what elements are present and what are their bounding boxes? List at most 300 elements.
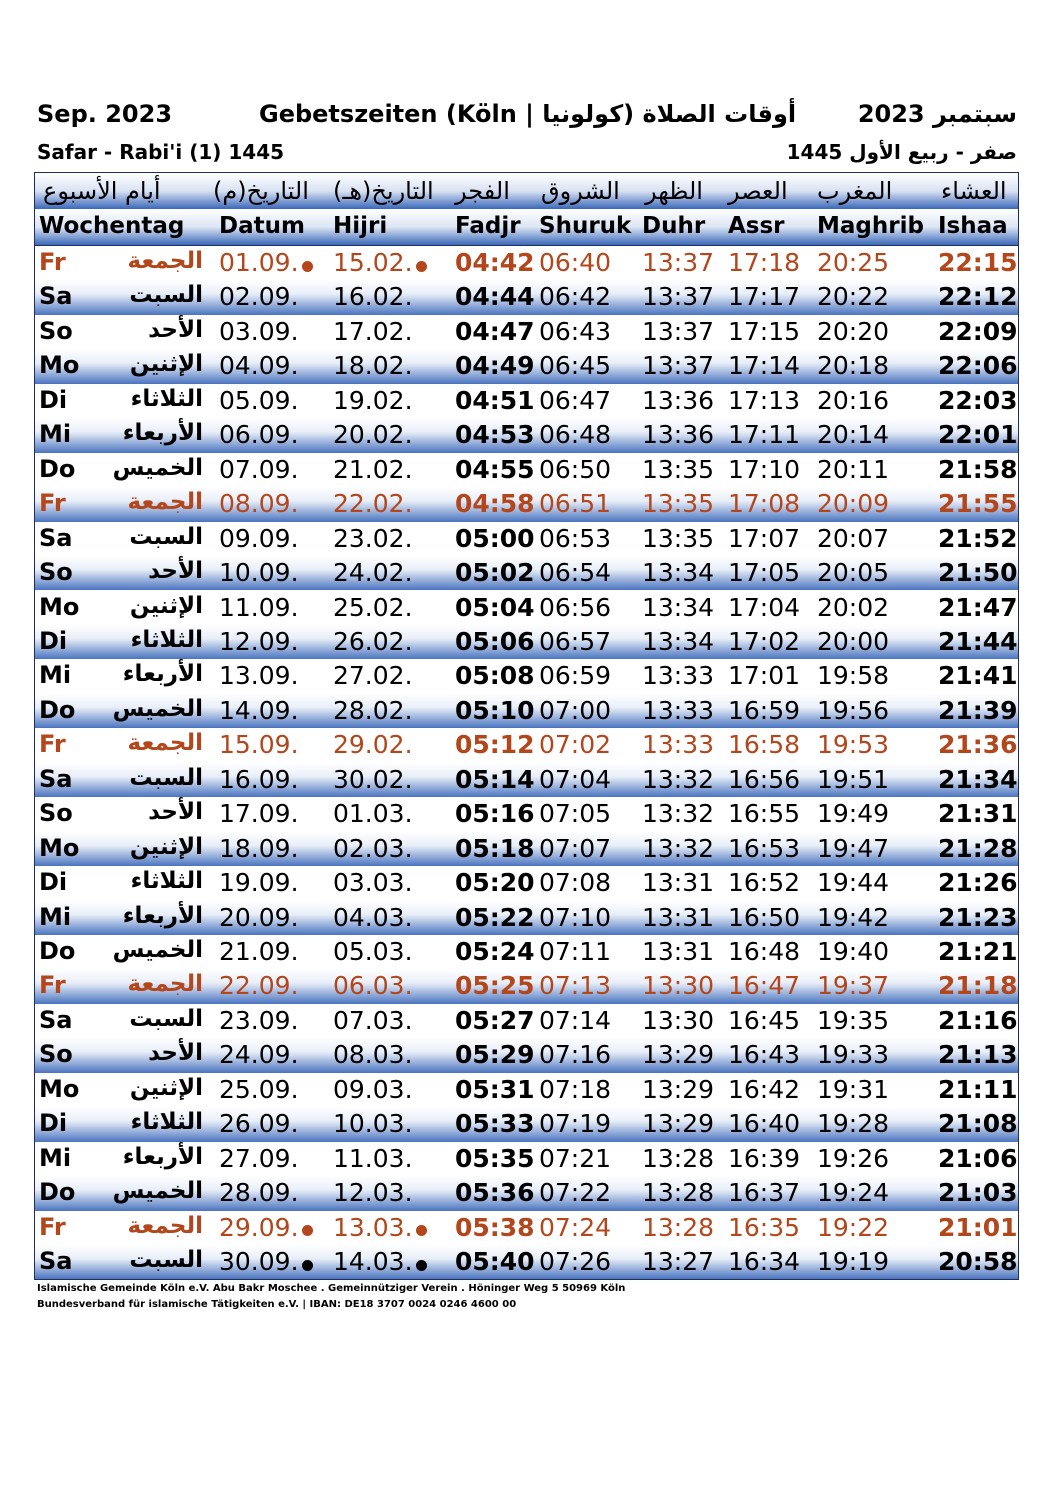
duhr-cell	[642, 834, 714, 863]
shuruk-cell-text: 07:14	[539, 1005, 612, 1035]
assr-cell	[728, 627, 800, 656]
duhr-cell	[642, 524, 714, 553]
assr-cell-text: 16:37	[728, 1178, 801, 1208]
month-label-de: Sep. 2023	[37, 100, 173, 128]
fajr-cell	[455, 971, 535, 1000]
shuruk-cell-text: 07:18	[539, 1074, 612, 1104]
shuruk-cell-text: 07:08	[539, 868, 612, 898]
hijri-cell	[333, 455, 413, 484]
weekday-ar-cell	[111, 558, 203, 584]
hijri-cell-text: 10.03.	[333, 1109, 413, 1139]
hijri-cell	[333, 1144, 413, 1173]
maghrib-cell	[817, 834, 889, 863]
duhr-cell	[642, 317, 714, 346]
col-header-ar-assr: العصر	[728, 177, 788, 205]
shuruk-cell	[539, 765, 611, 794]
weekday-cell	[39, 696, 75, 724]
table-row	[35, 935, 1018, 969]
weekday-cell-text: Fr	[39, 248, 66, 276]
maghrib-cell	[817, 282, 889, 311]
maghrib-cell-text: 20:00	[817, 626, 890, 656]
assr-cell	[728, 1075, 800, 1104]
weekday-ar-cell-text: السبت	[129, 764, 203, 791]
maghrib-cell	[817, 1006, 889, 1035]
shuruk-cell-text: 07:11	[539, 937, 612, 966]
maghrib-cell-text: 20:02	[817, 592, 890, 622]
ishaa-cell	[938, 593, 1018, 622]
ishaa-cell-text: 21:55	[938, 489, 1018, 519]
weekday-cell	[39, 834, 79, 862]
table-row	[35, 556, 1018, 590]
date-cell	[219, 903, 299, 932]
duhr-cell-text: 13:32	[642, 799, 715, 829]
maghrib-cell-text: 19:28	[817, 1109, 890, 1139]
ishaa-cell	[938, 282, 1018, 311]
ishaa-cell-text: 21:13	[938, 1040, 1018, 1070]
date-cell-text: 10.09.	[219, 558, 299, 588]
duhr-cell-text: 13:34	[642, 558, 715, 588]
assr-cell-text: 17:15	[728, 316, 801, 346]
maghrib-cell-text: 19:53	[817, 730, 890, 760]
hijri-label-de: Safar - Rabi'i (1) 1445	[37, 140, 285, 164]
hijri-cell	[333, 317, 413, 346]
weekday-ar-cell	[111, 1075, 203, 1101]
duhr-cell	[642, 1040, 714, 1069]
maghrib-cell-text: 19:37	[817, 971, 890, 1001]
fajr-cell-text: 05:31	[455, 1074, 535, 1104]
fajr-cell	[455, 455, 535, 484]
weekday-cell	[39, 868, 67, 896]
fajr-cell-text: 05:10	[455, 695, 535, 725]
shuruk-cell-text: 07:02	[539, 730, 612, 760]
maghrib-cell-text: 19:35	[817, 1005, 890, 1035]
hijri-cell	[333, 248, 427, 277]
shuruk-cell-text: 06:50	[539, 454, 612, 484]
weekday-cell-text: Do	[39, 937, 76, 965]
maghrib-cell-text: 19:22	[817, 1212, 890, 1242]
weekday-ar-cell-text: السبت	[129, 523, 203, 550]
assr-cell-text: 16:58	[728, 730, 801, 760]
col-header-maghrib: Maghrib	[817, 213, 924, 239]
maghrib-cell-text: 20:11	[817, 454, 890, 484]
hijri-cell	[333, 937, 413, 966]
duhr-cell	[642, 799, 714, 828]
table-row	[35, 763, 1018, 797]
date-cell	[219, 971, 299, 1000]
shuruk-cell-text: 06:40	[539, 248, 612, 277]
date-cell	[219, 1213, 313, 1242]
date-cell	[219, 524, 299, 553]
shuruk-cell	[539, 1144, 611, 1173]
ishaa-cell	[938, 1178, 1018, 1207]
shuruk-cell-text: 07:10	[539, 902, 612, 932]
date-cell	[219, 627, 299, 656]
hijri-cell	[333, 558, 413, 587]
table-row	[35, 315, 1018, 349]
weekday-ar-cell-text: الأربعاء	[122, 902, 203, 929]
duhr-cell	[642, 868, 714, 897]
maghrib-cell	[817, 524, 889, 553]
weekday-ar-cell-text: الإثنين	[129, 351, 203, 378]
hijri-cell	[333, 524, 413, 553]
table-row	[35, 453, 1018, 487]
weekday-cell-text: Mi	[39, 902, 72, 931]
assr-cell-text: 16:42	[728, 1074, 801, 1104]
assr-cell-text: 16:55	[728, 799, 801, 829]
shuruk-cell	[539, 1178, 611, 1207]
date-cell	[219, 282, 299, 311]
date-cell	[219, 558, 299, 587]
weekday-ar-cell	[111, 1040, 203, 1066]
maghrib-cell-text: 19:44	[817, 868, 890, 898]
hijri-cell-text: 20.02.	[333, 420, 413, 450]
maghrib-cell	[817, 627, 889, 656]
shuruk-cell-text: 06:51	[539, 489, 612, 519]
date-cell-text: 26.09.	[219, 1109, 299, 1139]
shuruk-cell-text: 06:59	[539, 661, 612, 691]
weekday-cell	[39, 1006, 72, 1034]
assr-cell-text: 16:56	[728, 764, 801, 794]
fajr-cell	[455, 937, 535, 966]
hijri-cell-text: 03.03.	[333, 868, 413, 898]
shuruk-cell-text: 07:13	[539, 971, 612, 1001]
shuruk-cell	[539, 248, 611, 277]
weekday-ar-cell	[111, 765, 203, 791]
duhr-cell-text: 13:34	[642, 626, 715, 656]
ishaa-cell-text: 21:16	[938, 1005, 1018, 1035]
table-row	[35, 1245, 1018, 1279]
fajr-cell-text: 05:08	[455, 661, 535, 691]
weekday-cell	[39, 765, 72, 793]
fajr-cell	[455, 1178, 535, 1207]
weekday-ar-cell	[111, 696, 203, 722]
fajr-cell-text: 05:36	[455, 1178, 535, 1208]
maghrib-cell-text: 19:56	[817, 695, 890, 725]
fajr-cell-text: 05:00	[455, 523, 535, 553]
shuruk-cell-text: 07:19	[539, 1109, 612, 1139]
duhr-cell-text: 13:36	[642, 385, 715, 415]
shuruk-cell	[539, 386, 611, 415]
fajr-cell-text: 05:14	[455, 764, 535, 794]
date-cell-text: 17.09.	[219, 799, 299, 829]
shuruk-cell	[539, 489, 611, 518]
weekday-cell-text: Di	[39, 385, 68, 414]
date-cell	[219, 317, 299, 346]
shuruk-cell	[539, 317, 611, 346]
weekday-ar-cell	[111, 1178, 203, 1204]
fajr-cell	[455, 1247, 535, 1276]
duhr-cell-text: 13:28	[642, 1178, 715, 1208]
hijri-cell	[333, 1040, 413, 1069]
table-row	[35, 591, 1018, 625]
shuruk-cell	[539, 282, 611, 311]
hijri-cell-text: 05.03.	[333, 937, 413, 966]
weekday-ar-cell-text: الجمعة	[127, 730, 203, 757]
weekday-cell	[39, 971, 66, 999]
ishaa-cell	[938, 420, 1018, 449]
date-cell-text: 22.09.	[219, 971, 299, 1001]
duhr-cell-text: 13:29	[642, 1074, 715, 1104]
duhr-cell-text: 13:37	[642, 316, 715, 346]
ishaa-cell-text: 20:58	[938, 1247, 1018, 1277]
maghrib-cell	[817, 1040, 889, 1069]
fajr-cell	[455, 524, 535, 553]
table-row	[35, 349, 1018, 383]
date-cell-text: 05.09.	[219, 385, 299, 415]
date-cell-text: 25.09.	[219, 1074, 299, 1104]
hijri-cell-text: 17.02.	[333, 316, 413, 346]
shuruk-cell-text: 07:22	[539, 1178, 612, 1208]
weekday-ar-cell	[111, 834, 203, 860]
weekday-cell	[39, 558, 73, 586]
fajr-cell-text: 05:38	[455, 1212, 535, 1242]
fajr-cell	[455, 317, 535, 346]
weekday-ar-cell-text: السبت	[129, 282, 203, 309]
fajr-cell-text: 04:47	[455, 316, 535, 346]
ishaa-cell	[938, 248, 1018, 277]
assr-cell	[728, 420, 800, 449]
assr-cell	[728, 282, 800, 311]
fajr-cell	[455, 593, 535, 622]
title-row	[37, 100, 1017, 134]
col-header-weekday: Wochentag	[39, 213, 185, 239]
weekday-cell	[39, 1213, 66, 1241]
hijri-cell	[333, 730, 413, 759]
shuruk-cell-text: 07:24	[539, 1212, 612, 1242]
ishaa-cell	[938, 1144, 1018, 1173]
ishaa-cell-text: 21:18	[938, 971, 1018, 1001]
weekday-ar-cell-text: الأربعاء	[122, 420, 203, 447]
maghrib-cell	[817, 1075, 889, 1104]
fajr-cell-text: 05:16	[455, 799, 535, 829]
maghrib-cell	[817, 696, 889, 725]
hijri-cell-text: 06.03.	[333, 971, 413, 1001]
shuruk-cell	[539, 455, 611, 484]
assr-cell-text: 17:05	[728, 558, 801, 588]
weekday-ar-cell	[111, 455, 203, 481]
hijri-cell-text: 18.02.	[333, 351, 413, 381]
weekday-ar-cell	[111, 317, 203, 343]
table-row	[35, 694, 1018, 728]
duhr-cell-text: 13:33	[642, 730, 715, 760]
ishaa-cell-text: 21:23	[938, 902, 1018, 932]
weekday-cell-text: Sa	[39, 1005, 73, 1034]
maghrib-cell	[817, 386, 889, 415]
assr-cell	[728, 903, 800, 932]
duhr-cell	[642, 1213, 714, 1242]
fajr-cell	[455, 558, 535, 587]
table-row	[35, 280, 1018, 314]
fajr-cell	[455, 834, 535, 863]
maghrib-cell	[817, 971, 889, 1000]
duhr-cell-text: 13:31	[642, 937, 715, 966]
fajr-cell	[455, 730, 535, 759]
ishaa-cell	[938, 696, 1018, 725]
weekday-ar-cell	[111, 282, 203, 308]
date-cell-text: 09.09.	[219, 523, 299, 553]
date-cell	[219, 661, 299, 690]
weekday-cell-text: Mi	[39, 661, 72, 690]
weekday-cell	[39, 627, 67, 655]
shuruk-cell	[539, 1075, 611, 1104]
date-cell-text: 18.09.	[219, 833, 299, 863]
duhr-cell-text: 13:35	[642, 454, 715, 484]
weekday-cell	[39, 386, 67, 414]
shuruk-cell-text: 07:21	[539, 1143, 612, 1173]
assr-cell	[728, 868, 800, 897]
maghrib-cell-text: 20:22	[817, 282, 890, 312]
assr-cell-text: 17:04	[728, 592, 801, 622]
weekday-cell-text: Do	[39, 1178, 76, 1207]
assr-cell	[728, 971, 800, 1000]
date-cell	[219, 937, 299, 966]
hijri-cell-text: 02.03.	[333, 833, 413, 863]
duhr-cell	[642, 765, 714, 794]
weekday-ar-cell	[111, 248, 203, 274]
shuruk-cell-text: 07:00	[539, 695, 612, 725]
ishaa-cell	[938, 386, 1018, 415]
duhr-cell	[642, 351, 714, 380]
maghrib-cell-text: 19:51	[817, 764, 890, 794]
duhr-cell-text: 13:28	[642, 1212, 715, 1242]
ishaa-cell-text: 21:52	[938, 523, 1018, 553]
maghrib-cell-text: 20:16	[817, 385, 890, 415]
date-cell	[219, 248, 313, 277]
shuruk-cell-text: 06:45	[539, 351, 612, 381]
ishaa-cell	[938, 730, 1018, 759]
duhr-cell-text: 13:37	[642, 282, 715, 312]
fajr-cell-text: 05:20	[455, 868, 535, 898]
assr-cell	[728, 524, 800, 553]
hijri-cell	[333, 1247, 427, 1276]
col-header-ar-duhr: الظهر	[645, 177, 703, 205]
fajr-cell	[455, 1144, 535, 1173]
weekday-ar-cell	[111, 1213, 203, 1239]
shuruk-cell	[539, 1213, 611, 1242]
assr-cell-text: 17:08	[728, 489, 801, 519]
maghrib-cell-text: 20:09	[817, 489, 890, 519]
weekday-ar-cell-text: السبت	[129, 1247, 203, 1274]
maghrib-cell	[817, 455, 889, 484]
ishaa-cell-text: 21:06	[938, 1143, 1018, 1173]
hijri-cell-text: 15.02.	[333, 248, 413, 277]
hijri-cell-text: 16.02.	[333, 282, 413, 312]
fajr-cell-text: 05:04	[455, 592, 535, 622]
hijri-cell-text: 12.03.	[333, 1178, 413, 1208]
shuruk-cell-text: 06:53	[539, 523, 612, 553]
assr-cell	[728, 730, 800, 759]
hijri-cell-text: 28.02.	[333, 695, 413, 725]
maghrib-cell-text: 19:58	[817, 661, 890, 691]
table-row	[35, 418, 1018, 452]
weekday-ar-cell-text: الأحد	[148, 799, 203, 826]
duhr-cell	[642, 1006, 714, 1035]
col-header-assr: Assr	[728, 213, 785, 239]
shuruk-cell	[539, 937, 611, 966]
shuruk-cell	[539, 1040, 611, 1069]
duhr-cell	[642, 489, 714, 518]
weekday-ar-cell	[111, 661, 203, 687]
hijri-cell	[333, 420, 413, 449]
shuruk-cell-text: 07:05	[539, 799, 612, 829]
weekday-ar-cell	[111, 420, 203, 446]
ishaa-cell-text: 21:58	[938, 454, 1018, 484]
weekday-cell	[39, 489, 66, 517]
marker-dot-icon	[302, 1260, 313, 1271]
hijri-cell-text: 23.02.	[333, 523, 413, 553]
maghrib-cell	[817, 489, 889, 518]
weekday-ar-cell-text: الإثنين	[129, 833, 203, 860]
table-row	[35, 522, 1018, 556]
fajr-cell	[455, 420, 535, 449]
fajr-cell-text: 05:06	[455, 626, 535, 656]
fajr-cell-text: 04:55	[455, 454, 535, 484]
hijri-cell-text: 08.03.	[333, 1040, 413, 1070]
date-cell-text: 30.09.	[219, 1247, 299, 1277]
date-cell-text: 20.09.	[219, 902, 299, 932]
weekday-ar-cell	[111, 1144, 203, 1170]
hijri-cell	[333, 627, 413, 656]
duhr-cell	[642, 1178, 714, 1207]
date-cell-text: 03.09.	[219, 316, 299, 346]
weekday-ar-cell	[111, 868, 203, 894]
hijri-cell-text: 25.02.	[333, 592, 413, 622]
fajr-cell	[455, 1109, 535, 1138]
fajr-cell	[455, 1213, 535, 1242]
weekday-ar-cell	[111, 937, 203, 963]
duhr-cell	[642, 282, 714, 311]
weekday-cell-text: Mo	[39, 351, 80, 380]
fajr-cell-text: 04:58	[455, 489, 535, 519]
shuruk-cell	[539, 593, 611, 622]
maghrib-cell-text: 19:47	[817, 833, 890, 863]
assr-cell	[728, 834, 800, 863]
assr-cell	[728, 661, 800, 690]
fajr-cell	[455, 765, 535, 794]
shuruk-cell	[539, 903, 611, 932]
weekday-ar-cell	[111, 351, 203, 377]
ishaa-cell-text: 21:21	[938, 937, 1018, 966]
hijri-cell-text: 13.03.	[333, 1212, 413, 1242]
header-row-german	[35, 209, 1018, 246]
col-header-ar-ishaa: العشاء	[941, 177, 1007, 205]
weekday-ar-cell	[111, 524, 203, 550]
fajr-cell	[455, 1075, 535, 1104]
col-header-duhr: Duhr	[642, 213, 706, 239]
table-row	[35, 969, 1018, 1003]
duhr-cell	[642, 386, 714, 415]
assr-cell-text: 16:53	[728, 833, 801, 863]
col-header-ar-date: التاريخ(م)	[213, 177, 309, 205]
maghrib-cell-text: 20:18	[817, 351, 890, 381]
table-row	[35, 832, 1018, 866]
fajr-cell-text: 05:27	[455, 1005, 535, 1035]
hijri-cell	[333, 1006, 413, 1035]
table-row	[35, 1038, 1018, 1072]
hijri-cell	[333, 696, 413, 725]
table-row	[35, 625, 1018, 659]
assr-cell	[728, 317, 800, 346]
date-cell	[219, 1247, 313, 1276]
date-cell	[219, 1075, 299, 1104]
assr-cell	[728, 351, 800, 380]
duhr-cell-text: 13:32	[642, 764, 715, 794]
duhr-cell-text: 13:30	[642, 1005, 715, 1035]
ishaa-cell-text: 21:01	[938, 1212, 1018, 1242]
weekday-ar-cell-text: الأربعاء	[122, 661, 203, 688]
table-row	[35, 487, 1018, 521]
weekday-ar-cell-text: السبت	[129, 1005, 203, 1032]
